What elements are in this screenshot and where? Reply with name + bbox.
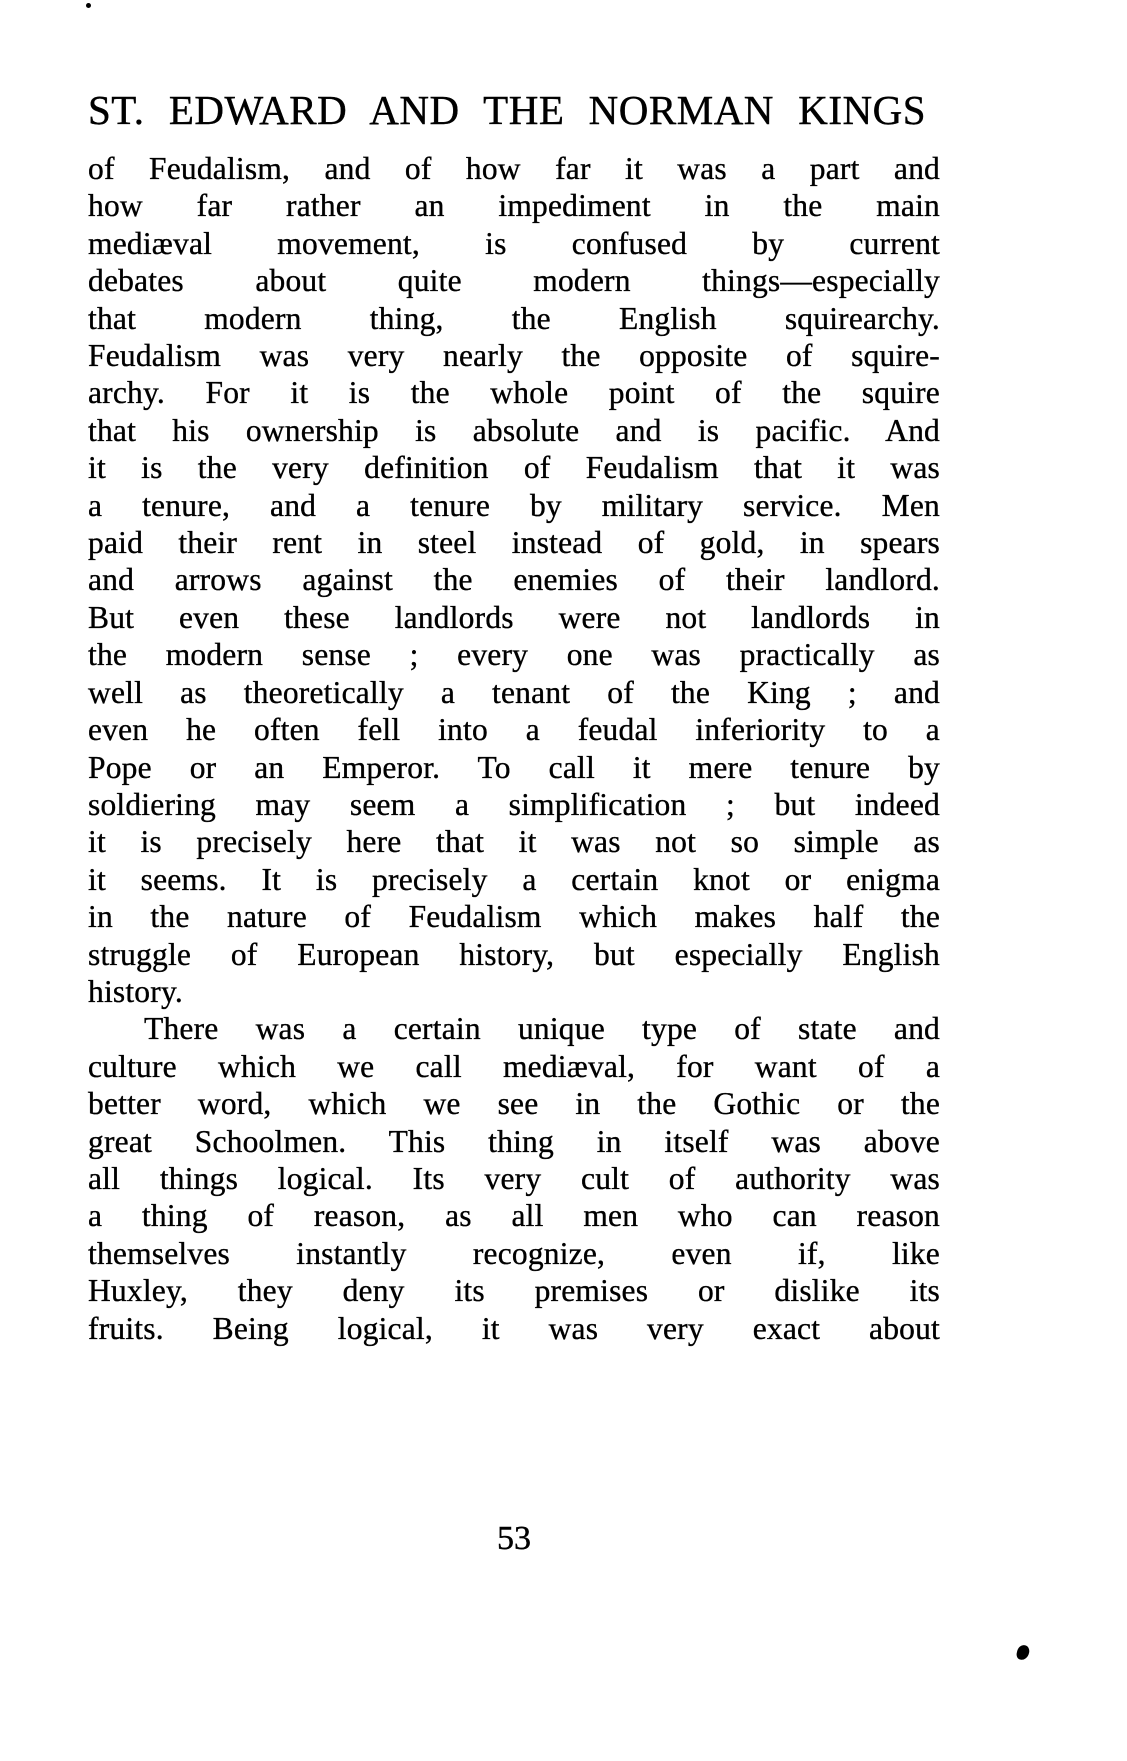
text-line: paid their rent in steel instead of gold, in spears	[88, 525, 940, 561]
text-line: There was a certain unique type of state and	[144, 1011, 940, 1047]
text-line: But even these landlords were not landlords in	[88, 599, 940, 635]
text-line: a tenure, and a tenure by military service. Men	[88, 487, 940, 523]
text-line: Huxley, they deny its premises or dislike its	[88, 1273, 940, 1309]
text-line: culture which we call mediæval, for want of a	[88, 1048, 940, 1084]
text-line: it seems. It is precisely a certain knot or enigma	[88, 861, 940, 897]
text-line: it is the very definition of Feudalism that it was	[88, 450, 940, 486]
text-line: great Schoolmen. This thing in itself was above	[88, 1123, 940, 1159]
text-line: of Feudalism, and of how far it was a part and	[88, 151, 940, 186]
text-line: that his ownership is absolute and is pacific. And	[88, 412, 940, 448]
text-line: debates about quite modern things—especially	[88, 263, 940, 299]
page-number: 53	[497, 1520, 531, 1557]
text-line: a thing of reason, as all men who can reason	[88, 1198, 940, 1234]
ink-speck-bottom	[1016, 1644, 1031, 1661]
text-line: in the nature of Feudalism which makes half the	[88, 899, 940, 935]
text-line: how far rather an impediment in the main	[88, 188, 940, 224]
text-line: and arrows against the enemies of their landlord.	[88, 562, 940, 598]
ink-speck-top	[86, 3, 91, 8]
text-line: all things logical. Its very cult of authority was	[88, 1160, 940, 1196]
text-line: even he often fell into a feudal inferiority to a	[88, 712, 940, 748]
text-line: Feudalism was very nearly the opposite of squire-	[88, 338, 940, 374]
text-line: the modern sense ; every one was practically as	[88, 637, 940, 673]
body-text-block	[88, 150, 940, 1347]
text-line: soldiering may seem a simplification ; but indeed	[88, 786, 940, 822]
text-line: well as theoretically a tenant of the King ; and	[88, 674, 940, 710]
running-header: ST. EDWARD AND THE NORMAN KINGS	[88, 87, 926, 133]
text-line: it is precisely here that it was not so simple as	[88, 824, 940, 860]
text-line: Pope or an Emperor. To call it mere tenure by	[88, 749, 940, 785]
text-line: struggle of European history, but especially English	[88, 936, 940, 972]
text-line: fruits. Being logical, it was very exact about	[88, 1310, 940, 1346]
text-line: that modern thing, the English squirearchy.	[88, 300, 940, 336]
text-line: better word, which we see in the Gothic or the	[88, 1086, 940, 1122]
text-line: history.	[88, 973, 183, 1009]
paragraph-2	[88, 1010, 940, 1347]
text-line: archy. For it is the whole point of the squire	[88, 375, 940, 411]
paragraph-1	[88, 150, 940, 1010]
text-line: themselves instantly recognize, even if, like	[88, 1235, 940, 1271]
text-line: mediæval movement, is confused by current	[88, 225, 940, 261]
